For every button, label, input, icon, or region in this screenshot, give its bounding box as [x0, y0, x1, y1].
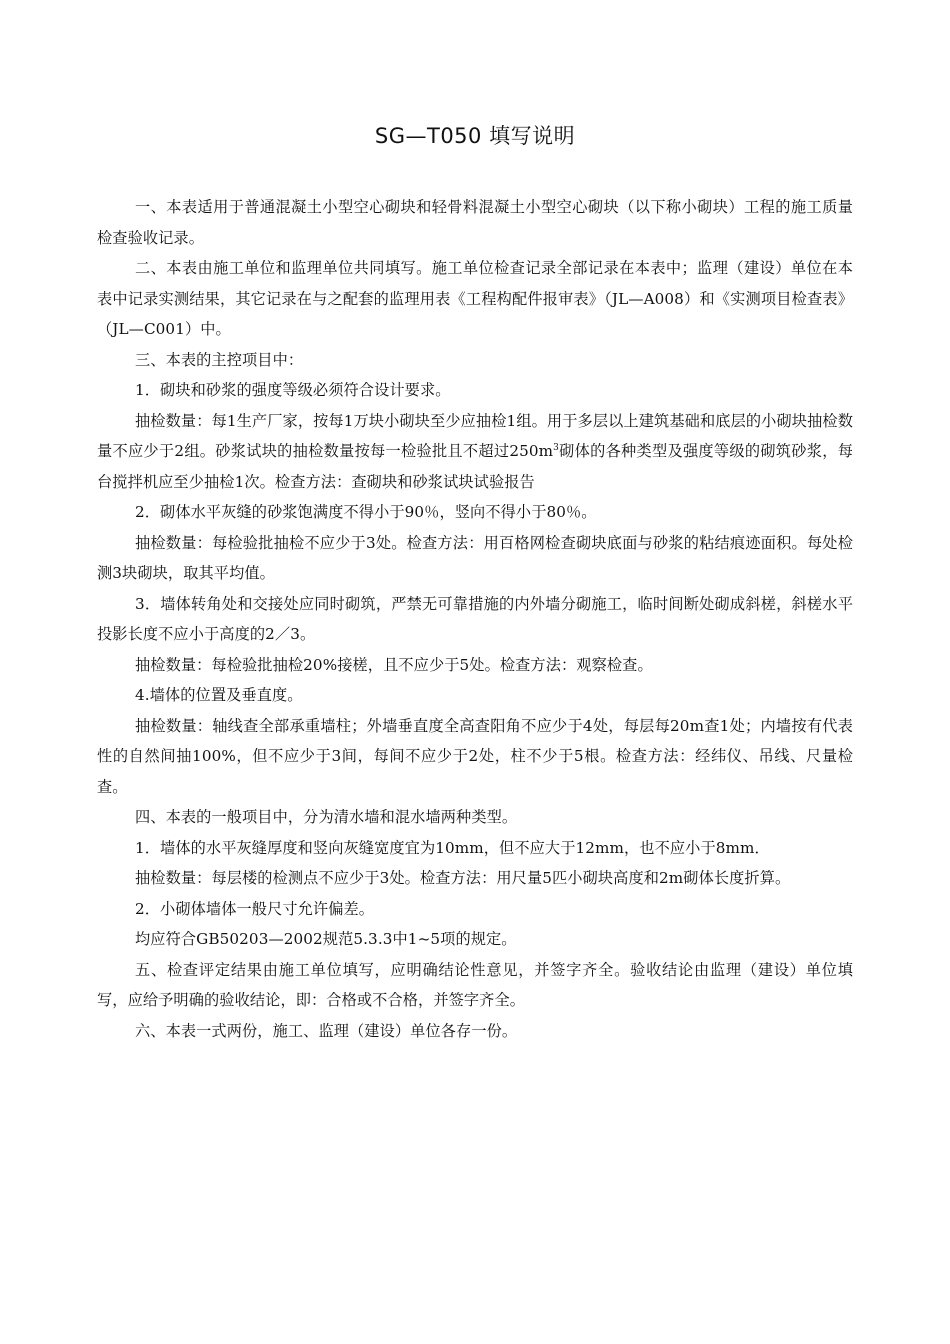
paragraph-2: 二、本表由施工单位和监理单位共同填写。施工单位检查记录全部记录在本表中；监理（建设）单位在本表中记录实测结果，其它记录在与之配套的监理用表《工程构配件报审表》（JL—A008）和《实测项目检查表》（JL—C001）中。: [97, 259, 853, 338]
paragraph-10: 4.墙体的位置及垂直度。: [135, 686, 303, 704]
paragraph-5-head: 抽检数量：每1生产厂家，按每1万块小砌块至少应抽检1组。用于多层以上建筑基础和底层的小砌块抽检数量不应少于2组。砂浆试块的抽检数量按每一检验批且不超过250m: [97, 411, 853, 460]
paragraph-14: 抽检数量：每层楼的检测点不应少于3处。检查方法：用尺量5匹小砌块高度和2m砌体长度折算。: [135, 869, 791, 887]
document-page: [97, 118, 853, 1046]
paragraph-18: 六、本表一式两份，施工、监理（建设）单位各存一份。: [135, 1021, 518, 1040]
paragraph-5: [97, 406, 853, 498]
paragraph-8: 3．墙体转角处和交接处应同时砌筑，严禁无可靠措施的内外墙分砌施工，临时间断处砌成斜槎，斜槎水平投影长度不应小于高度的2／3。: [97, 594, 853, 643]
paragraph-3: 三、本表的主控项目中：: [135, 350, 304, 369]
paragraph-6: 2．砌体水平灰缝的砂浆饱满度不得小于90％，竖向不得小于80％。: [135, 503, 597, 521]
paragraph-9: 抽检数量：每检验批抽检20%接槎，且不应少于5处。检查方法：观察检查。: [135, 655, 653, 674]
paragraph-4: 1．砌块和砂浆的强度等级必须符合设计要求。: [135, 381, 451, 399]
paragraph-5-superscript: 3: [553, 442, 559, 453]
paragraph-13: 1．墙体的水平灰缝厚度和竖向灰缝宽度宜为10mm，但不应大于12mm，也不应小于8mm．: [135, 838, 770, 857]
paragraph-5-tail: 砌体的各种类型及强度等级的砌筑砂浆，每台搅拌机应至少抽检1次。检查方法：查砌块和砂浆试块试验报告: [97, 442, 853, 491]
paragraph-1: 一、本表适用于普通混凝土小型空心砌块和轻骨料混凝土小型空心砌块（以下称小砌块）工程的施工质量检查验收记录。: [97, 198, 853, 247]
paragraph-17: 五、检查评定结果由施工单位填写，应明确结论性意见，并签字齐全。验收结论由监理（建设）单位填写，应给予明确的验收结论，即：合格或不合格，并签字齐全。: [97, 960, 853, 1009]
paragraph-12: 四、本表的一般项目中，分为清水墙和混水墙两种类型。: [135, 808, 518, 826]
paragraph-15: 2．小砌体墙体一般尺寸允许偏差。: [135, 899, 375, 918]
document-title: SG—T050 填写说明: [374, 124, 576, 148]
paragraph-11: 抽检数量：轴线查全部承重墙柱；外墙垂直度全高查阳角不应少于4处，每层每20m查1处；内墙按有代表性的自然间抽100%，但不应少于3间，每间不应少于2处，柱不少于5根。检查方法：经纬仪、吊线、尺量检查。: [97, 716, 853, 796]
paragraph-7: 抽检数量：每检验批抽检不应少于3处。检查方法：用百格网检查砌块底面与砂浆的粘结痕迹面积。每处检测3块砌块，取其平均值。: [97, 533, 853, 582]
paragraph-16: 均应符合GB50203—2002规范5.3.3中1~5项的规定。: [135, 930, 517, 948]
